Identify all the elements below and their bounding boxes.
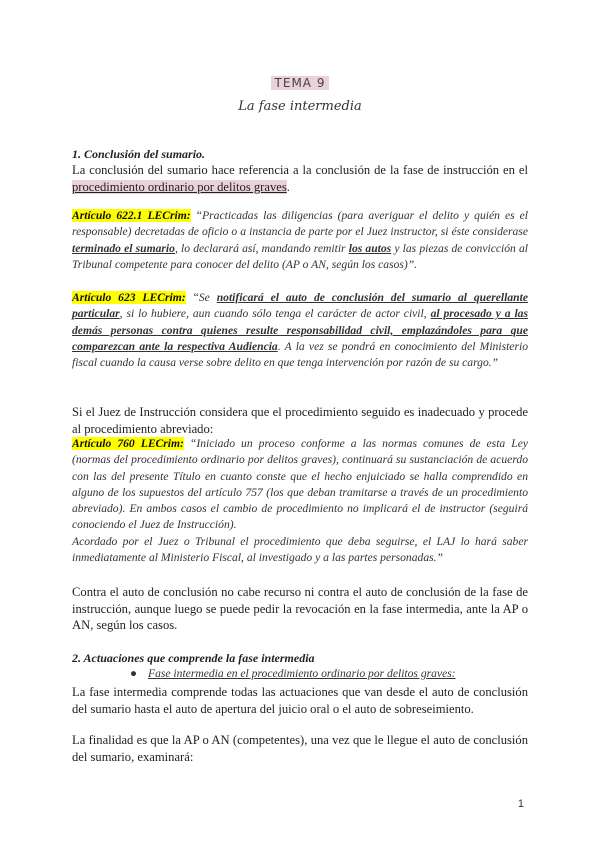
article-622-bold-1: terminado el sumario [72, 241, 175, 255]
page-number: 1 [517, 798, 524, 810]
article-623-text-3: . A la vez se pondrá en conocimiento del Ministerio fiscal cuando la causa verse sobre delito en que tenga intervención por razón de su cargo.” [72, 339, 528, 370]
intro-highlight: procedimiento ordinario por delitos graves [72, 179, 287, 194]
article-622-text-2: , lo declarará así, mandando remitir [174, 241, 349, 255]
article-623-text-2: , si lo hubiere, aun cuando sólo tenga el carácter de actor civil, [119, 307, 431, 321]
section-1-intro [72, 162, 528, 195]
page-subtitle: La fase intermedia [238, 99, 362, 114]
bullet-dot-icon: ● [130, 667, 138, 680]
article-622-bold-2: los autos [348, 241, 392, 255]
intro-text: La conclusión del sumario hace referencia a la conclusión de la fase de instrucción en el [72, 163, 528, 177]
section-2-bullet [72, 666, 528, 682]
section-1-heading: 1. Conclusión del sumario. [72, 147, 206, 161]
article-760-label: Artículo 760 LECrim: [72, 437, 184, 450]
intro-end: . [286, 179, 290, 194]
recurso-paragraph: Contra el auto de conclusión no cabe recurso ni contra el auto de conclusión de la fase de instrucción, aunque luego se puede pedir la revocación en la fase intermedia, ante la AP o AN, según los casos. [72, 585, 528, 632]
bullet-text: Fase intermedia en el procedimiento ordinario por delitos graves: [148, 667, 456, 680]
article-760-text-2: Acordado por el Juez o Tribunal el procedimiento que deba seguirse, el LAJ lo hará saber inmediatamente al Ministerio Fiscal, al investigado y a las partes personadas.” [72, 534, 528, 565]
article-623-bold-1: notificará el auto de conclusión del sumario al querellante particular [72, 291, 528, 321]
article-623-text-1: “Se [185, 291, 217, 304]
article-623-paragraph [72, 290, 528, 371]
article-622-paragraph [72, 208, 528, 273]
juez-instruccion-paragraph: Si el Juez de Instrucción considera que el procedimiento seguido es inadecuado y procede al procedimiento abreviado: [72, 405, 528, 436]
section-2-paragraph-2: La finalidad es que la AP o AN (competentes), una vez que le llegue el auto de conclusión del sumario, examinará: [72, 733, 528, 764]
article-622-text-3: y las piezas de convicción al Tribunal competente para conocer del delito (AP o AN, según los casos)”. [72, 241, 528, 271]
article-623-bold-2: al procesado y a las demás personas contra quienes resulte responsabilidad civil, emplazándoles para que comparezcan ante la respectiva Audiencia [72, 307, 528, 353]
article-760-paragraph [72, 436, 528, 566]
section-2-heading: 2. Actuaciones que comprende la fase intermedia [72, 651, 315, 665]
article-622-label: Artículo 622.1 LECrim: [72, 209, 191, 222]
section-2-paragraph-1: La fase intermedia comprende todas las actuaciones que van desde el auto de conclusión del sumario hasta el auto de apertura del juicio oral o el auto de sobreseimiento. [72, 685, 528, 716]
article-622-text-1: “Practicadas las diligencias (para averiguar el delito y quién es el responsable) decretadas de oficio o a instancia de parte por el Juez instructor, si éste considerase [72, 209, 528, 239]
article-623-label: Artículo 623 LECrim: [72, 291, 186, 304]
page-title [0, 76, 600, 90]
article-760-text-1: “Iniciado un proceso conforme a las normas comunes de esta Ley (normas del procedimiento ordinario por delitos graves), continuará su sustanciación de acuerdo con las del presente Título en cuanto conste que el hecho enjuiciado se halla comprendido en alguno de los supuestos del artículo 757 (los que deban tramitarse a través de un procedimiento abreviado). En ambos casos el cambio de procedimiento no implicará el de instructor (seguirá conociendo el Juez de Instrucción). [72, 437, 528, 532]
title-text: TEMA 9 [271, 76, 330, 90]
